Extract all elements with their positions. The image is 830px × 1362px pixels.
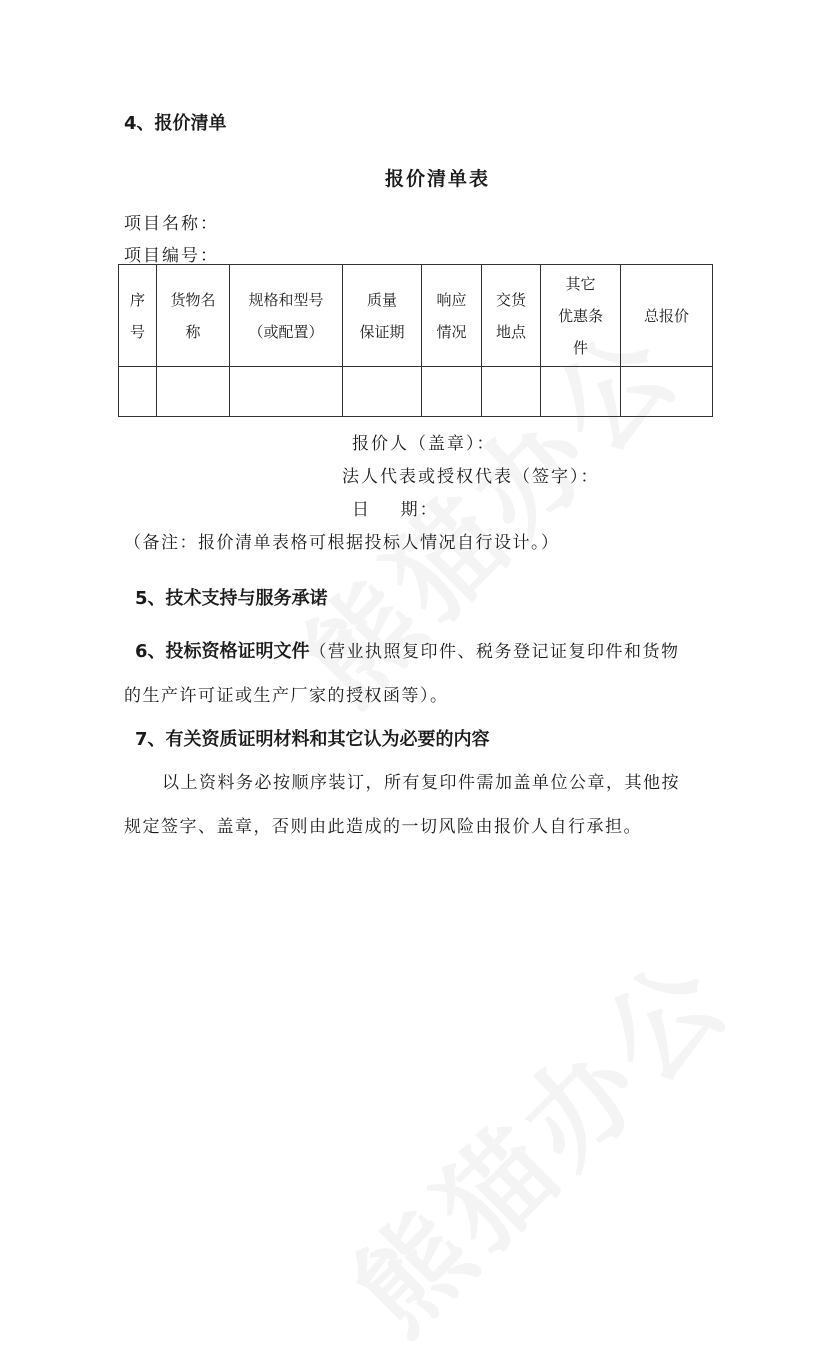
project-number-label: 项目编号： xyxy=(124,246,219,266)
section-6-line1 xyxy=(135,637,680,663)
table-title: 报价清单表 xyxy=(385,168,491,190)
section-6-line2: 的生产许可证或生产厂家的授权函等）。 xyxy=(124,686,449,706)
watermark-bottom xyxy=(313,916,758,1361)
table-cell[interactable] xyxy=(541,367,621,417)
table-cell[interactable] xyxy=(119,367,157,417)
quoter-seal-line: 报价人（盖章）： xyxy=(352,434,496,454)
header-goods-name: 货物名 称 xyxy=(157,265,230,367)
table-cell[interactable] xyxy=(343,367,422,417)
date-line: 日 期： xyxy=(352,500,439,520)
section-5-heading: 5、技术支持与服务承诺 xyxy=(135,588,328,609)
table-cell[interactable] xyxy=(422,367,482,417)
table-note: （备注：报价清单表格可根据投标人情况自行设计。） xyxy=(124,533,560,553)
table-header-row xyxy=(119,265,713,367)
quote-table xyxy=(118,264,713,417)
header-warranty: 质量 保证期 xyxy=(343,265,422,367)
header-other-discount: 其它 优惠条 件 xyxy=(541,265,621,367)
header-delivery-place: 交货 地点 xyxy=(482,265,541,367)
legal-rep-signature-line: 法人代表或授权代表（签字）： xyxy=(342,467,600,487)
header-serial: 序 号 xyxy=(119,265,157,367)
table-cell[interactable] xyxy=(157,367,230,417)
table-cell[interactable] xyxy=(230,367,343,417)
header-total-price: 总报价 xyxy=(621,265,713,367)
section-4-heading: 4、报价清单 xyxy=(124,113,227,134)
table-cell[interactable] xyxy=(621,367,713,417)
closing-line1: 以上资料务必按顺序装订，所有复印件需加盖单位公章，其他按 xyxy=(162,773,680,793)
section-7-heading: 7、有关资质证明材料和其它认为必要的内容 xyxy=(135,729,490,750)
section-6-heading: 6、投标资格证明文件 xyxy=(135,641,310,662)
header-response: 响应 情况 xyxy=(422,265,482,367)
section-6-detail-1: （营业执照复印件、税务登记证复印件和货物 xyxy=(309,642,680,662)
closing-line2: 规定签字、盖章，否则由此造成的一切风险由报价人自行承担。 xyxy=(124,817,642,837)
table-cell[interactable] xyxy=(482,367,541,417)
project-name-label: 项目名称： xyxy=(124,214,219,234)
table-row xyxy=(119,367,713,417)
header-spec-model: 规格和型号 （或配置） xyxy=(230,265,343,367)
